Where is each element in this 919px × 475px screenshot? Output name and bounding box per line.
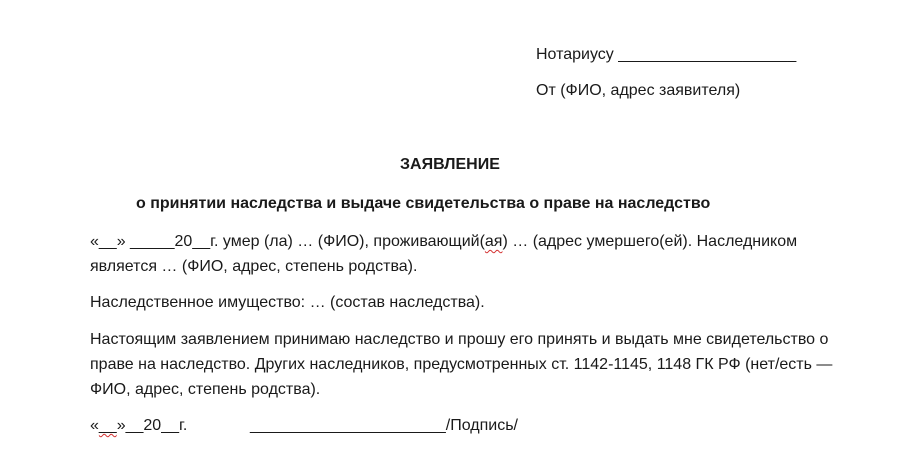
date-quote-close: » xyxy=(116,417,126,434)
signature-line xyxy=(250,416,518,436)
document-subtitle: о принятии наследства и выдаче свидетельства о праве на наследство xyxy=(136,195,711,212)
paragraph-3-line-2: праве на наследство. Других наследников, предусмотренных ст. 1142-1145, 1148 ГК РФ (нет/есть — xyxy=(90,356,833,373)
signature-label: /Подпись/ xyxy=(445,417,518,434)
date-year-blank: __20__г. xyxy=(125,417,188,434)
spellcheck-word: ая xyxy=(484,233,503,250)
from-line: От (ФИО, адрес заявителя) xyxy=(536,82,741,99)
paragraph-1-text-b: ) … (адрес умершего(ей). Наследником xyxy=(502,233,798,250)
paragraph-3-line-3: ФИО, адрес, степень родства). xyxy=(90,381,321,398)
signature-date xyxy=(90,416,187,436)
paragraph-1-line-1 xyxy=(90,232,797,252)
paragraph-3-line-1: Настоящим заявлением принимаю наследство и прошу его принять и выдать мне свидетельство о xyxy=(90,331,829,348)
paragraph-2: Наследственное имущество: … (состав наследства). xyxy=(90,294,485,311)
paragraph-1-text-a: «__» _____20__г. умер (ла) … (ФИО), проживающий( xyxy=(90,233,485,250)
notary-label: Нотариусу xyxy=(536,46,619,63)
document-title: ЗАЯВЛЕНИЕ xyxy=(400,156,500,173)
notary-blank: ____________________ xyxy=(618,46,797,63)
notary-line xyxy=(536,45,796,65)
paragraph-1-line-2: является … (ФИО, адрес, степень родства). xyxy=(90,258,418,275)
date-day-blank: __ xyxy=(98,417,117,434)
signature-blank: ______________________ xyxy=(250,417,446,434)
date-quote-open: « xyxy=(90,417,99,434)
